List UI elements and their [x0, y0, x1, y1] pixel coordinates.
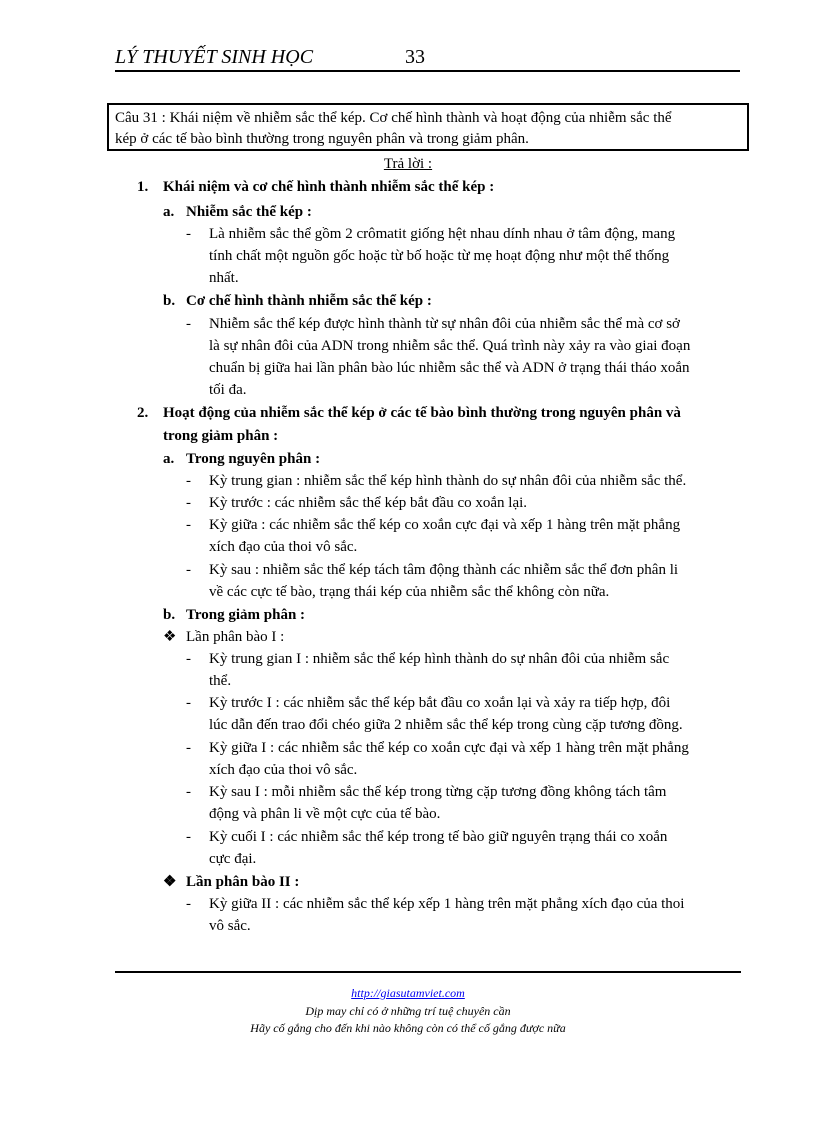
text-line: cực đại.	[209, 851, 257, 867]
text-line: Kỳ trước : các nhiễm sắc thể kép bắt đầu co xoắn lại.	[209, 495, 528, 511]
answer-label: Trả lời :	[383, 156, 433, 172]
page-header	[115, 44, 740, 72]
section-number: 1.	[137, 179, 149, 195]
bullet-dash: -	[186, 896, 191, 912]
text-line: Là nhiễm sắc thể gồm 2 crômatit giống hệt nhau dính nhau ở tâm động, mang	[209, 226, 676, 242]
page-number: 33	[405, 46, 425, 68]
bullet-dash: -	[186, 316, 191, 332]
bullet-dash: -	[186, 473, 191, 489]
bullet-dash: -	[186, 562, 191, 578]
section-number: 2.	[137, 405, 149, 421]
text-line: Kỳ trung gian : nhiễm sắc thể kép hình thành do sự nhân đôi của nhiễm sắc thể.	[209, 473, 687, 489]
text-line: nhất.	[209, 270, 239, 286]
question-line: Câu 31 : Khái niệm về nhiễm sắc thể kép. Cơ chế hình thành và hoạt động của nhiễm sắc thể	[115, 110, 672, 126]
text-line: là sự nhân đôi của ADN trong nhiễm sắc thể. Quá trình này xảy ra vào giai đoạn	[209, 338, 691, 354]
text-line: lúc dẫn đến trao đổi chéo giữa 2 nhiễm sắc thể kép trong cùng cặp tương đồng.	[209, 717, 683, 733]
text-line: xích đạo của thoi vô sắc.	[209, 762, 358, 778]
footer-divider	[115, 971, 741, 973]
bullet-dash: -	[186, 784, 191, 800]
text-line: Kỳ giữa I : các nhiễm sắc thể kép co xoắn cực đại và xếp 1 hàng trên mặt phẳng	[209, 740, 689, 756]
subsection-label: b.	[163, 293, 176, 309]
bullet-dash: -	[186, 740, 191, 756]
division-title: Lần phân bào II :	[186, 874, 300, 890]
footer-link-wrap	[0, 986, 816, 1001]
bullet-dash: -	[186, 226, 191, 242]
bullet-dash: -	[186, 651, 191, 667]
website-link[interactable]: http://giasutamviet.com	[351, 986, 465, 1000]
text-line: động và phân li về một cực của tế bào.	[209, 806, 441, 822]
subsection-title: Trong giảm phân :	[186, 607, 306, 623]
text-line: vô sắc.	[209, 918, 251, 934]
text-line: Kỳ giữa II : các nhiễm sắc thể kép xếp 1 hàng trên mặt phẳng xích đạo của thoi	[209, 896, 685, 912]
bullet-dash: -	[186, 517, 191, 533]
section-title: Khái niệm và cơ chế hình thành nhiễm sắc thể kép :	[163, 179, 495, 195]
bullet-dash: -	[186, 495, 191, 511]
diamond-bullet-icon: ❖	[163, 874, 177, 890]
text-line: tính chất một nguồn gốc hoặc từ bố hoặc từ mẹ hoạt động như một thể thống	[209, 248, 670, 264]
text-line: xích đạo của thoi vô sắc.	[209, 539, 358, 555]
diamond-bullet-icon: ❖	[163, 629, 177, 645]
division-title: Lần phân bào I :	[186, 629, 285, 645]
subsection-label: a.	[163, 451, 175, 467]
text-line: Nhiễm sắc thể kép được hình thành từ sự nhân đôi của nhiễm sắc thể mà cơ sở	[209, 316, 680, 332]
section-title: trong giảm phân :	[163, 428, 279, 444]
subsection-title: Cơ chế hình thành nhiễm sắc thể kép :	[186, 293, 432, 309]
text-line: thể.	[209, 673, 232, 689]
text-line: Kỳ sau : nhiễm sắc thể kép tách tâm động thành các nhiễm sắc thể đơn phân li	[209, 562, 679, 578]
bullet-dash: -	[186, 829, 191, 845]
question-box	[107, 103, 749, 151]
text-line: Kỳ giữa : các nhiễm sắc thể kép co xoắn cực đại và xếp 1 hàng trên mặt phẳng	[209, 517, 681, 533]
text-line: Kỳ trước I : các nhiễm sắc thể kép bắt đầu co xoắn lại và xảy ra tiếp hợp, đôi	[209, 695, 671, 711]
text-line: về các cực tế bào, trạng thái kép của nhiễm sắc thể không còn nữa.	[209, 584, 610, 600]
text-line: Kỳ sau I : mỗi nhiễm sắc thể kép trong từng cặp tương đồng không tách tâm	[209, 784, 667, 800]
question-line: kép ở các tế bào bình thường trong nguyên phân và trong giảm phân.	[115, 131, 529, 147]
subsection-title: Trong nguyên phân :	[186, 451, 321, 467]
text-line: chuẩn bị giữa hai lần phân bào lúc nhiễm sắc thể và ADN ở trạng thái tháo xoắn	[209, 360, 690, 376]
header-title: LÝ THUYẾT SINH HỌC	[115, 46, 314, 68]
footer-motto: Dịp may chỉ có ở những trí tuệ chuyên cần	[305, 1004, 511, 1018]
text-line: tối đa.	[209, 382, 247, 398]
text-line: Kỳ trung gian I : nhiễm sắc thể kép hình thành do sự nhân đôi của nhiễm sắc	[209, 651, 670, 667]
subsection-label: b.	[163, 607, 176, 623]
section-title: Hoạt động của nhiễm sắc thể kép ở các tế bào bình thường trong nguyên phân và	[163, 405, 681, 421]
subsection-title: Nhiễm sắc thể kép :	[186, 204, 312, 220]
text-line: Kỳ cuối I : các nhiễm sắc thể kép trong tế bào giữ nguyên trạng thái co xoắn	[209, 829, 668, 845]
bullet-dash: -	[186, 695, 191, 711]
footer-motto: Hãy cố gắng cho đến khi nào không còn có thể cố gắng được nữa	[250, 1021, 566, 1035]
subsection-label: a.	[163, 204, 175, 220]
